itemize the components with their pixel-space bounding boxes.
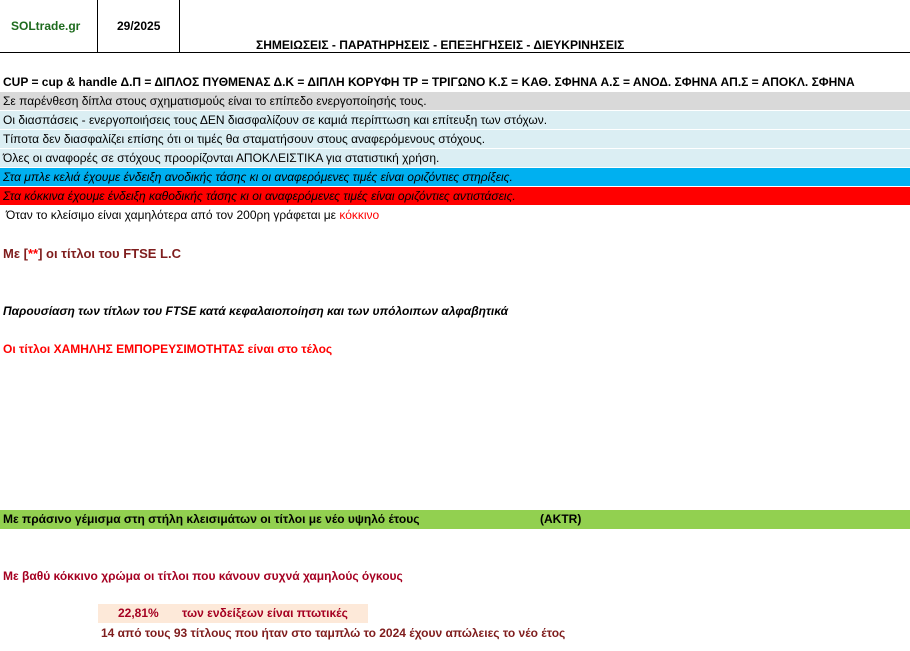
note-blue-cells: Στα μπλε κελιά έχουμε ένδειξη ανοδικής τάσης κι οι αναφερόμενες τιμές είναι οριζόντιες στηρίξεις.: [0, 168, 910, 186]
note-targets: Τίποτα δεν διασφαλίζει επίσης ότι οι τιμές θα σταματήσουν στους αναφερόμενους στόχους.: [0, 130, 910, 148]
note-ma200-red-word: κόκκινο: [339, 208, 380, 222]
note-red-cells: Στα κόκκινα έχουμε ένδειξη καθοδικής τάσης κι οι αναφερόμενες τιμές είναι οριζόντιες αντιστάσεις.: [0, 187, 910, 205]
stats-percent: 22,81%: [118, 606, 159, 620]
note-activation-level: Σε παρένθεση δίπλα στους σχηματισμούς είναι το επίπεδο ενεργοποίησής τους.: [0, 92, 910, 110]
note-no-guarantee: Οι διασπάσεις - ενεργοποιήσεις τους ΔΕΝ διασφαλίζουν σε καμιά περίπτωση και επίτευξη των στόχων.: [0, 111, 910, 129]
note-presentation: Παρουσίαση των τίτλων του FTSE κατά κεφαλαιοποίηση και των υπόλοιπων αλφαβητικά: [3, 304, 509, 318]
stats-losses: 14 από τους 93 τίτλους που ήταν στο ταμπλώ το 2024 έχουν απώλειες το νέο έτος: [101, 626, 566, 640]
stats-percent-text: των ενδείξεων είναι πτωτικές: [182, 606, 348, 620]
note-new-yearly-high-text: Με πράσινο γέμισμα στη στήλη κλεισιμάτων οι τίτλοι με νέο υψηλό έτους: [3, 512, 420, 526]
note-statistical-use: Όλες οι αναφορές σε στόχους προορίζονται ΑΠΟΚΛΕΙΣΤΙΚΑ για στατιστική χρήση.: [0, 149, 910, 167]
note-low-volume: Με βαθύ κόκκινο χρώμα οι τίτλοι που κάνουν συχνά χαμηλούς όγκους: [3, 569, 403, 583]
note-ma200: [6, 208, 379, 222]
note-ftse-lc-mark: **: [27, 246, 39, 261]
header-divider: [0, 52, 910, 53]
stats-bearish-band: [98, 604, 368, 623]
page-title: ΣΗΜΕΙΩΣΕΙΣ - ΠΑΡΑΤΗΡΗΣΕΙΣ - ΕΠΕΞΗΓΗΣΕΙΣ - ΔΙΕΥΚΡΙΝΗΣΕΙΣ: [256, 38, 625, 52]
note-ftse-lc: [3, 246, 181, 261]
note-low-liquidity: Οι τίτλοι ΧΑΜΗΛΗΣ ΕΜΠΟΡΕΥΣΙΜΟΤΗΤΑΣ είναι στο τέλος: [3, 342, 333, 356]
note-new-yearly-high-ticker: (AKTR): [540, 512, 582, 526]
note-ftse-lc-suffix: ] οι τίτλοι του FTSE L.C: [38, 246, 181, 261]
note-ftse-lc-prefix: Με [: [3, 246, 28, 261]
note-new-yearly-high: [0, 510, 910, 529]
abbreviations-legend: CUP = cup & handle Δ.Π = ΔΙΠΛΟΣ ΠΥΘΜΕΝΑΣ Δ.Κ = ΔΙΠΛΗ ΚΟΡΥΦΗ ΤΡ = ΤΡΙΓΩΝΟ Κ.Σ = ΚΑΘ. ΣΦΗΝΑ Α.Σ = ΑΝΟΔ. ΣΦΗΝΑ ΑΠ.Σ = ΑΠΟΚΛ. ΣΦΗΝΑ: [3, 75, 855, 89]
issue-number: 29/2025: [117, 19, 161, 33]
note-ma200-text: Όταν το κλείσιμο είναι χαμηλότερα από τον 200ρη γράφεται με: [6, 208, 340, 222]
brand-name: SOLtrade.gr: [11, 19, 81, 33]
